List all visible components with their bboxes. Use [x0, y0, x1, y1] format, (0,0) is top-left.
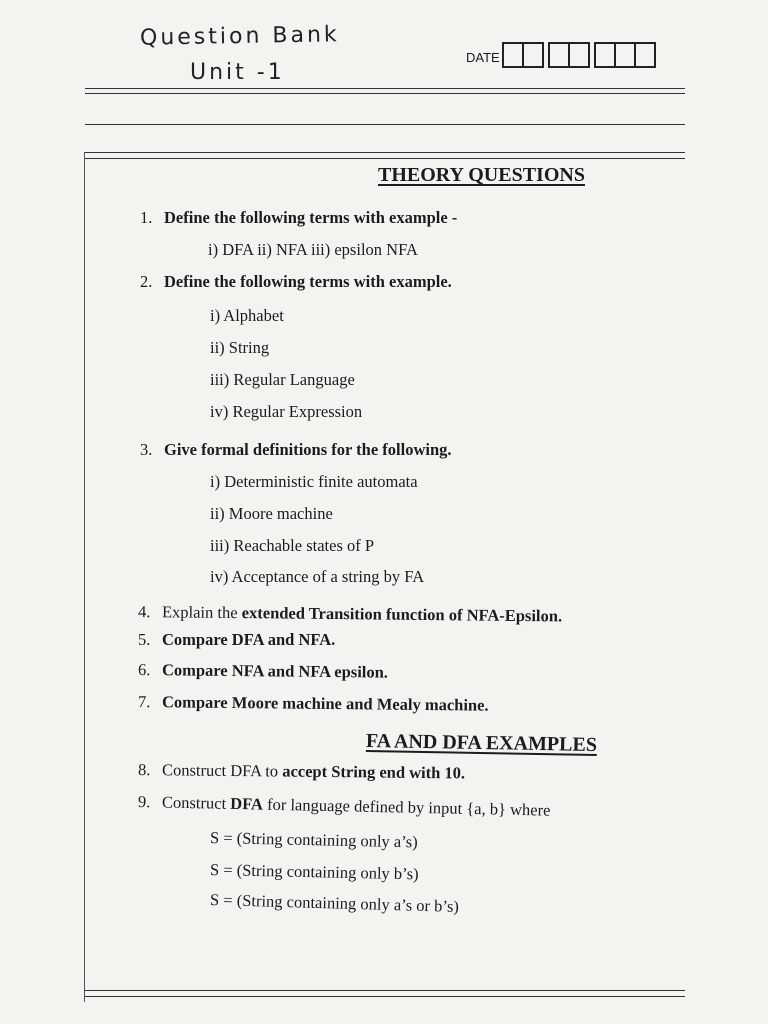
question-text: Define the following terms with example.: [164, 272, 452, 291]
date-box: [634, 42, 656, 68]
question-item: [138, 602, 562, 626]
question-subitem: S = (String containing only b’s): [209, 860, 419, 884]
question-number: 7.: [137, 692, 151, 712]
date-box: [522, 42, 544, 68]
question-text: Compare NFA and NFA epsilon.: [161, 660, 389, 682]
question-text: Define the following terms with example -: [164, 208, 458, 227]
question-subitem: i) DFA ii) NFA iii) epsilon NFA: [208, 240, 418, 259]
question-item: [138, 692, 489, 716]
date-box: [548, 42, 570, 68]
question-item: [140, 440, 452, 460]
date-month-boxes: [550, 36, 590, 68]
question-text: Compare Moore machine and Mealy machine.: [161, 692, 489, 715]
question-number: 9.: [137, 792, 151, 812]
question-item: [138, 630, 335, 650]
question-subitem: iii) Reachable states of P: [210, 536, 375, 555]
header-rule: [85, 124, 685, 125]
question-subitem: iv) Acceptance of a string by FA: [210, 567, 425, 586]
question-number: 4.: [137, 602, 151, 622]
question-item: [138, 660, 388, 683]
question-subitem: ii) Moore machine: [210, 504, 333, 523]
question-number: 8.: [137, 760, 151, 780]
date-boxes: [504, 36, 662, 68]
date-box: [502, 42, 524, 68]
question-subitem: iv) Regular Expression: [210, 402, 363, 421]
question-text-bold: extended Transition function of NFA-Epsilon.: [241, 603, 563, 626]
question-text-bold: DFA: [230, 793, 264, 814]
fa-dfa-examples-heading: FA AND DFA EXAMPLES: [365, 729, 598, 757]
handwritten-unit: Unit -1: [190, 60, 285, 85]
question-number: 5.: [138, 630, 151, 649]
question-text: Compare DFA and NFA.: [162, 630, 336, 649]
question-number: 2.: [140, 272, 153, 291]
header-rule: [85, 152, 685, 153]
date-year-boxes: [596, 36, 656, 68]
margin-line: [84, 152, 85, 1002]
question-text: Construct DFA to: [161, 760, 283, 781]
question-subitem: i) Deterministic finite automata: [210, 472, 418, 491]
question-subitem: iii) Regular Language: [210, 370, 355, 389]
question-item: [140, 272, 452, 292]
question-subitem: ii) String: [210, 338, 270, 357]
question-text-bold: accept String end with 10.: [282, 761, 466, 783]
question-item: [138, 792, 551, 821]
footer-rule: [85, 990, 685, 991]
handwritten-title: Question Bank: [139, 22, 340, 51]
question-text: Give formal definitions for the following.: [164, 440, 452, 459]
date-box: [614, 42, 636, 68]
question-text: for language defined by input {a, b} where: [262, 794, 551, 820]
date-label: DATE: [466, 50, 500, 65]
question-number: 3.: [140, 440, 153, 459]
header-rule: [85, 88, 685, 89]
question-number: 6.: [137, 660, 151, 680]
date-box: [594, 42, 616, 68]
question-text: Construct: [161, 792, 231, 813]
date-field: [466, 36, 662, 68]
question-item: [140, 208, 457, 228]
theory-questions-heading: THEORY QUESTIONS: [378, 164, 585, 186]
question-subitem: S = (String containing only a’s): [209, 828, 418, 852]
header-rule: [85, 158, 685, 159]
question-number: 1.: [140, 208, 153, 227]
footer-rule: [85, 996, 685, 997]
question-subitem: i) Alphabet: [210, 306, 284, 325]
question-item: [138, 760, 465, 783]
date-day-boxes: [504, 36, 544, 68]
question-text: Explain the: [161, 602, 242, 623]
question-subitem: S = (String containing only a’s or b’s): [209, 890, 460, 916]
header-rule: [85, 93, 685, 94]
date-box: [568, 42, 590, 68]
